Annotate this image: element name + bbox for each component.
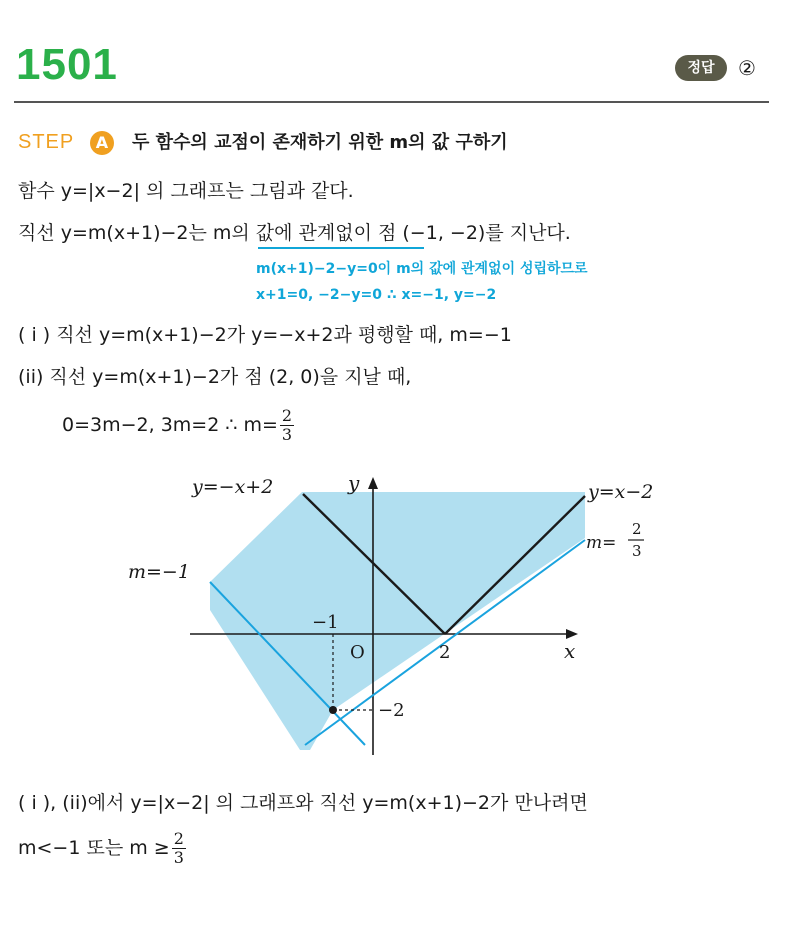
label-m-neg1: m=−1 [128, 561, 190, 583]
x-axis-arrow [566, 629, 578, 639]
label-m-frac-den: 3 [632, 542, 642, 560]
header-divider [14, 101, 769, 103]
problem-number: 1501 [16, 40, 118, 89]
label-m-frac-prefix: m= [586, 533, 617, 553]
hint-underline [258, 247, 424, 249]
case-2: (ii) 직선 y=m(x+1)−2가 점 (2, 0)을 지날 때, [18, 366, 412, 388]
axis-x-label: x [564, 639, 576, 663]
axis-y-label: y [348, 471, 360, 495]
conclusion-numerator: 2 [173, 829, 184, 848]
label-pos-line: y=x−2 [588, 481, 654, 503]
text-line-2: 직선 y=m(x+1)−2는 m의 값에 관계없이 점 (−1, −2)를 지난다. [18, 222, 571, 244]
conclusion-text: m<−1 또는 m ≥ [18, 837, 170, 859]
tick-neg1-label: −1 [312, 612, 339, 633]
fraction [280, 407, 294, 444]
conclusion-denominator: 3 [173, 848, 184, 867]
graph [120, 460, 700, 760]
answer-badge: 정답 [675, 55, 727, 81]
label-m-frac-num: 2 [632, 520, 642, 538]
hint-line-2: x+1=0, −2−y=0 ∴ x=−1, y=−2 [256, 287, 497, 303]
step-badge: A [90, 131, 114, 155]
fraction-denominator: 3 [281, 425, 293, 444]
step-label: STEP [18, 131, 75, 153]
origin-label: O [350, 642, 365, 663]
conclusion-fraction [172, 830, 186, 867]
step-title: 두 함수의 교점이 존재하기 위한 m의 값 구하기 [132, 132, 508, 153]
y-axis-arrow [368, 477, 378, 489]
fraction-numerator: 2 [281, 406, 293, 425]
case-1: ( i ) 직선 y=m(x+1)−2가 y=−x+2과 평행할 때, m=−1 [18, 324, 512, 346]
conclusion-line-1: ( i ), (ii)에서 y=|x−2| 의 그래프와 직선 y=m(x+1)−2가 만나려면 [18, 792, 588, 814]
label-neg-line: y=−x+2 [192, 476, 274, 498]
case-2-equation [62, 407, 294, 444]
case-2-equation-text: 0=3m−2, 3m=2 ∴ m= [62, 414, 278, 436]
hint-line-1: m(x+1)−2−y=0이 m의 값에 관계없이 성립하므로 [256, 261, 588, 277]
point-neg1-neg2 [329, 706, 337, 714]
tick-neg2-label: −2 [378, 700, 405, 721]
tick-2-label: 2 [439, 642, 451, 663]
conclusion-line-2 [18, 830, 186, 867]
answer-value: ② [738, 56, 756, 80]
text-line-1: 함수 y=|x−2| 의 그래프는 그림과 같다. [18, 180, 354, 202]
